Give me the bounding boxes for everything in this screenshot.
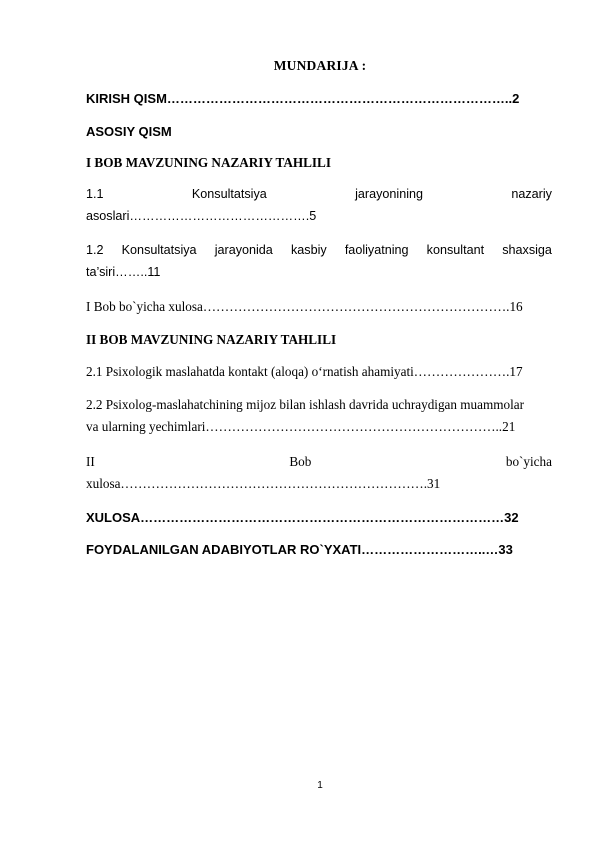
toc-entry-bob2-conclusion [86,454,552,470]
toc-entry-adabiyotlar: FOYDALANILGAN ADABIYOTLAR RO`YXATI………………………..…33 [86,542,513,557]
word: Bob [289,454,312,469]
toc-entry-bob1-title: I BOB MAVZUNING NAZARIY TAHLILI [86,155,331,170]
toc-entry-xulosa: XULOSA…………………………………………………………………………32 [86,510,519,525]
toc-entry-kirish: KIRISH QISM……………………………………………………………………..2 [86,91,520,106]
toc-entry-2-2-cont: va ularning yechimlari…………………………………………………………..21 [86,419,516,434]
word: Konsultatsiya [191,187,267,201]
word: jarayonining [355,187,424,201]
word: konsultant [426,243,485,257]
toc-entry-2-2: 2.2 Psixolog-maslahatchining mijoz bilan ishlash davrida uchraydigan muammolar [86,397,525,412]
toc-entry-bob2-title: II BOB MAVZUNING NAZARIY TAHLILI [86,332,337,347]
word: faoliyatning [344,243,409,257]
toc-entry-1-1 [86,187,552,201]
toc-entry-bob2-conclusion-cont: xulosa…………………………………………………………….31 [86,476,441,491]
toc-title: MUNDARIJA : [273,58,367,73]
word: II [86,454,95,469]
toc-entry-2-1: 2.1 Psixologik maslahatda kontakt (aloqa) o‘rnatish ahamiyati………………….17 [86,364,523,379]
toc-entry-1-2 [86,243,552,257]
word: Konsultatsiya [121,243,197,257]
toc-entry-asosiy: ASOSIY QISM [86,124,172,139]
page-number: 1 [317,780,323,791]
toc-entry-1-2-cont: ta’siri……..11 [86,265,161,279]
toc-entry-1-1-cont: asoslari…………………………………….5 [86,209,317,223]
word: bo`yicha [505,454,552,469]
word: nazariy [511,187,552,201]
word: kasbiy [290,243,327,257]
word: 1.2 [86,243,104,257]
word: shaxsiga [502,243,552,257]
word: 1.1 [86,187,104,201]
toc-entry-bob1-conclusion: I Bob bo`yicha xulosa…………………………………………………………….16 [86,299,523,314]
word: jarayonida [214,243,273,257]
